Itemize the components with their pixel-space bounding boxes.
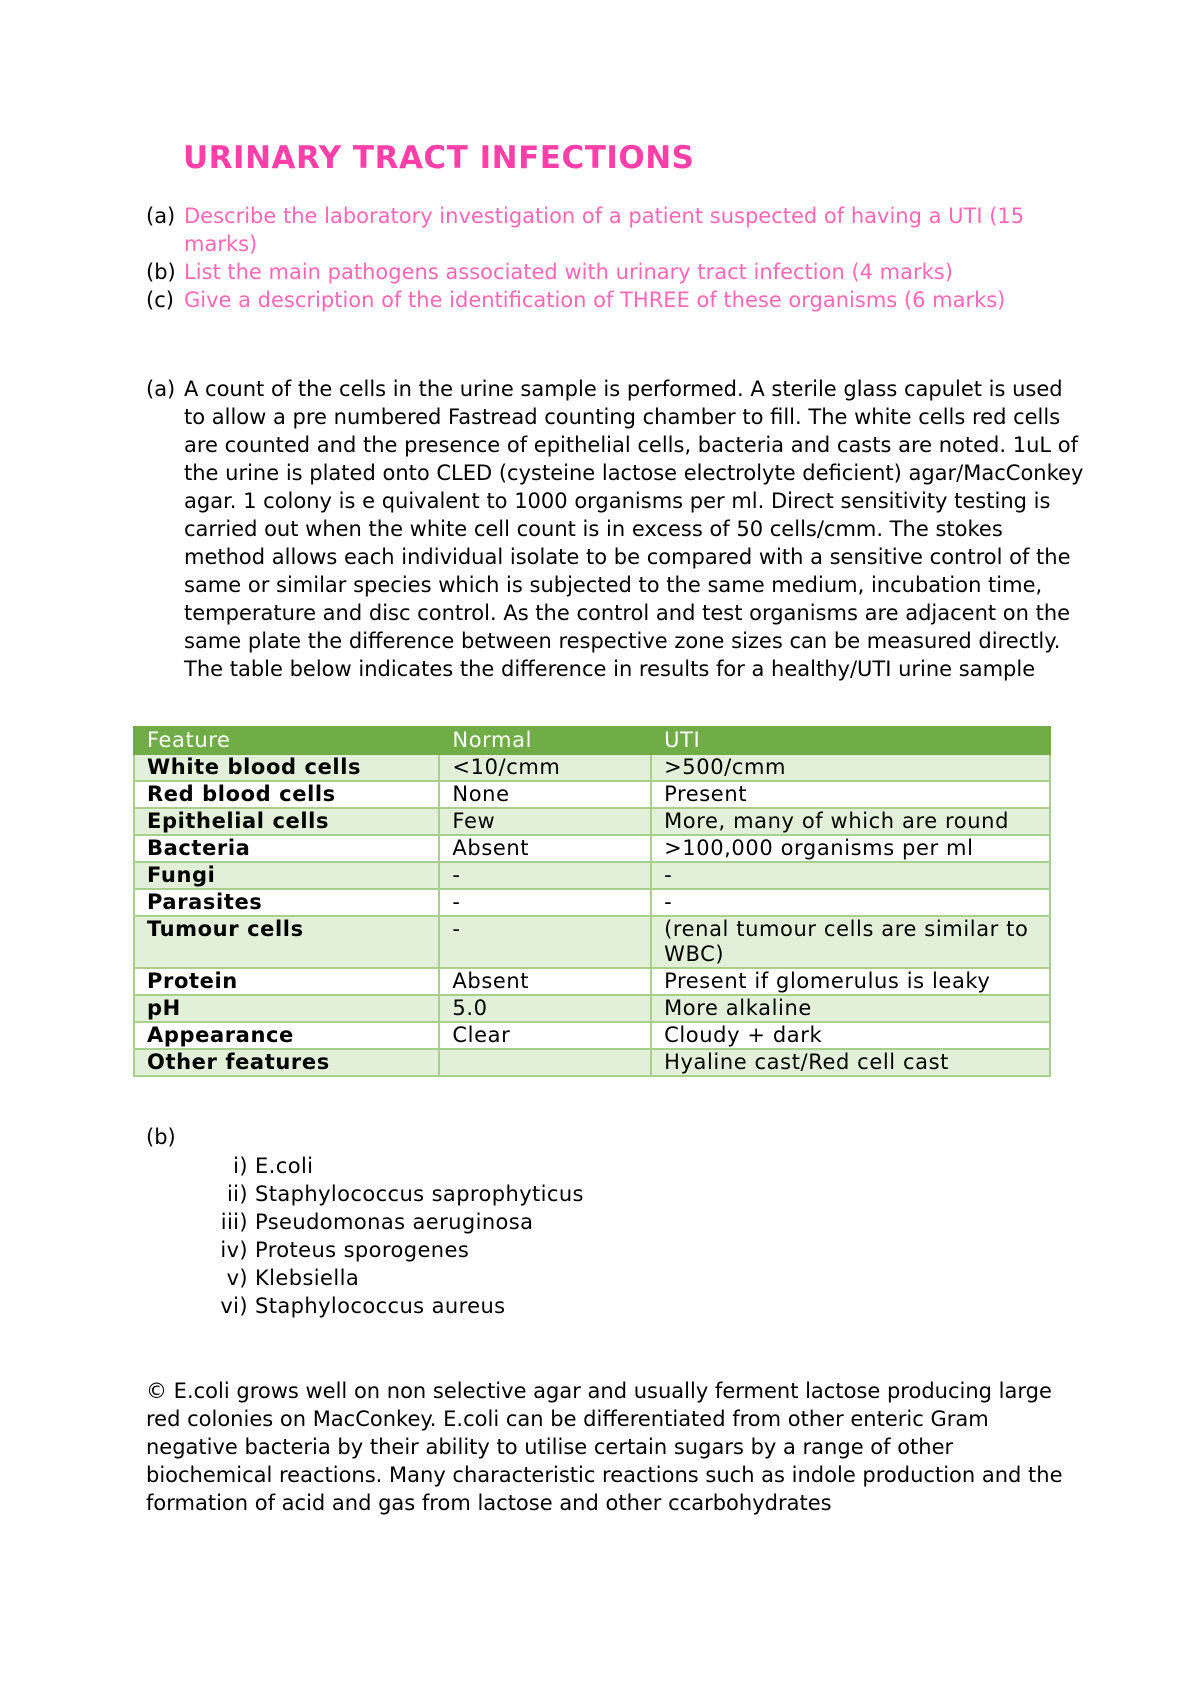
question-b-text: List the main pathogens associated with urinary tract infection (4 marks) — [184, 260, 953, 284]
normal-cell: Absent — [439, 835, 651, 862]
list-item — [210, 1180, 584, 1208]
question-b — [146, 258, 1076, 286]
header-feature: Feature — [134, 727, 439, 754]
question-a-marker: (a) — [146, 204, 176, 228]
answer-b-marker: (b) — [146, 1125, 176, 1149]
uti-cell: More alkaline — [651, 995, 1050, 1022]
normal-cell: - — [439, 862, 651, 889]
answer-a-marker: (a) — [146, 377, 176, 401]
uti-cell: >100,000 organisms per ml — [651, 835, 1050, 862]
question-c-text: Give a description of the identification of THREE of these organisms (6 marks) — [184, 288, 1006, 312]
table-row — [134, 1022, 1050, 1049]
feature-cell: Other features — [134, 1049, 439, 1076]
feature-cell: Tumour cells — [134, 916, 439, 968]
table-row — [134, 808, 1050, 835]
table-body — [134, 754, 1050, 1076]
answer-a-text: A count of the cells in the urine sample is performed. A sterile glass capulet is used to allow a pre numbered Fastread counting chamber to fill. The white cells red cells are counted and the presence of epithelial cells, bacteria and casts are noted. 1uL of the urine is plated onto CLED (cysteine lactose electrolyte deficient) agar/MacConkey agar. 1 colony is e quivalent to 1000 organisms per ml. Direct sensitivity testing is carried out when the white cell count is in excess of 50 cells/cmm. The stokes method allows each individual isolate to be compared with a sensitive control of the same or similar species which is subjected to the same medium, incubation time, temperature and disc control. As the control and test organisms are adjacent on the same plate the difference between respective zone sizes can be measured directly. The table below indicates the difference in results for a healthy/UTI urine sample — [184, 377, 1084, 681]
feature-cell: pH — [134, 995, 439, 1022]
header-uti: UTI — [651, 727, 1050, 754]
feature-cell: Red blood cells — [134, 781, 439, 808]
list-item-text: Staphylococcus saprophyticus — [255, 1182, 584, 1206]
list-item-text: Staphylococcus aureus — [255, 1294, 506, 1318]
uti-cell: Cloudy + dark — [651, 1022, 1050, 1049]
table-row — [134, 916, 1050, 968]
list-item — [210, 1292, 584, 1320]
table-header-row — [134, 727, 1050, 754]
list-item-number: iii) — [220, 1210, 248, 1234]
pathogen-list — [210, 1152, 584, 1320]
normal-cell: Clear — [439, 1022, 651, 1049]
list-item-number: i) — [233, 1154, 248, 1178]
table-row — [134, 995, 1050, 1022]
question-b-marker: (b) — [146, 260, 176, 284]
page-title: URINARY TRACT INFECTIONS — [183, 140, 695, 176]
list-item — [210, 1264, 584, 1292]
list-item — [210, 1236, 584, 1264]
list-item-number: iv) — [220, 1238, 248, 1262]
uti-cell: Present if glomerulus is leaky — [651, 968, 1050, 995]
answer-c-text: © E.coli grows well on non selective agar and usually ferment lactose producing large red colonies on MacConkey. E.coli can be differentiated from other enteric Gram negative bacteria by their ability to utilise certain sugars by a range of other biochemical reactions. Many characteristic reactions such as indole production and the formation of acid and gas from lactose and other ccarbohydrates — [146, 1379, 1063, 1515]
normal-cell — [439, 1049, 651, 1076]
feature-cell: Epithelial cells — [134, 808, 439, 835]
answer-a — [146, 375, 1086, 683]
list-item — [210, 1152, 584, 1180]
uti-cell: Present — [651, 781, 1050, 808]
question-a-text: Describe the laboratory investigation of a patient suspected of having a UTI (15 marks) — [184, 204, 1025, 256]
normal-cell: Absent — [439, 968, 651, 995]
uti-cell: Hyaline cast/Red cell cast — [651, 1049, 1050, 1076]
list-item-text: Proteus sporogenes — [255, 1238, 470, 1262]
question-a — [146, 202, 1076, 258]
feature-cell: White blood cells — [134, 754, 439, 781]
list-item-number: v) — [226, 1266, 248, 1290]
feature-cell: Fungi — [134, 862, 439, 889]
table-row — [134, 862, 1050, 889]
feature-cell: Protein — [134, 968, 439, 995]
list-item-text: Pseudomonas aeruginosa — [255, 1210, 534, 1234]
feature-cell: Bacteria — [134, 835, 439, 862]
normal-cell: 5.0 — [439, 995, 651, 1022]
table-row — [134, 889, 1050, 916]
normal-cell: Few — [439, 808, 651, 835]
table-row — [134, 968, 1050, 995]
list-item-number: ii) — [226, 1182, 248, 1206]
uti-cell: More, many of which are round — [651, 808, 1050, 835]
question-c — [146, 286, 1076, 314]
list-item-number: vi) — [220, 1294, 248, 1318]
normal-cell: None — [439, 781, 651, 808]
normal-cell: <10/cmm — [439, 754, 651, 781]
table-row — [134, 835, 1050, 862]
uti-cell: (renal tumour cells are similar to WBC) — [651, 916, 1050, 968]
uti-cell: - — [651, 862, 1050, 889]
uti-cell: - — [651, 889, 1050, 916]
feature-cell: Appearance — [134, 1022, 439, 1049]
uti-cell: >500/cmm — [651, 754, 1050, 781]
urine-results-table — [133, 726, 1051, 1077]
question-c-marker: (c) — [146, 288, 174, 312]
feature-cell: Parasites — [134, 889, 439, 916]
table-row — [134, 781, 1050, 808]
table-row — [134, 754, 1050, 781]
normal-cell: - — [439, 889, 651, 916]
list-item — [210, 1208, 584, 1236]
list-item-text: Klebsiella — [255, 1266, 360, 1290]
normal-cell: - — [439, 916, 651, 968]
table-row — [134, 1049, 1050, 1076]
list-item-text: E.coli — [255, 1154, 314, 1178]
header-normal: Normal — [439, 727, 651, 754]
